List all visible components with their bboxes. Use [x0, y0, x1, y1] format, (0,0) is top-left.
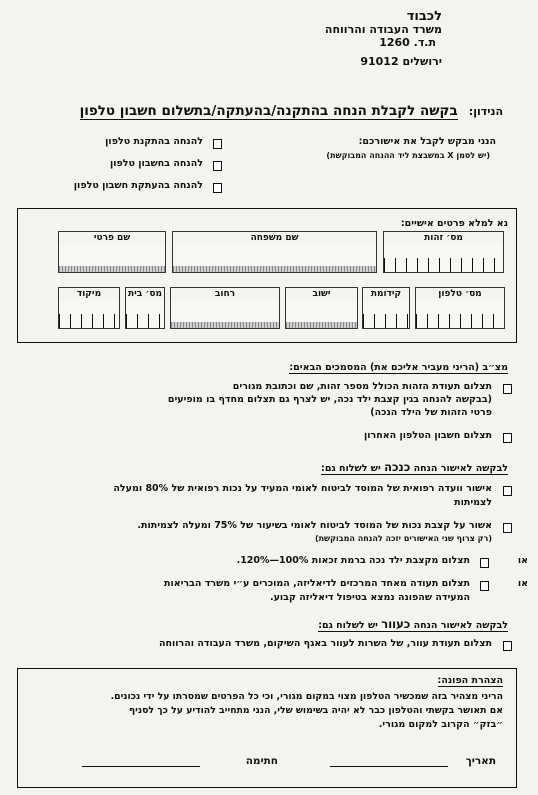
- option-bill-label: להנחה בחשבון טלפון: [109, 158, 203, 169]
- subject-line: [80, 100, 503, 119]
- disabled-header: [321, 460, 508, 475]
- first-name-field[interactable]: [58, 231, 166, 273]
- disability-allowance-checkbox[interactable]: [503, 523, 512, 533]
- phone-number-digit-cells: [416, 314, 504, 328]
- request-line1: הנני מבקש לקבל את אישורכם:: [358, 136, 496, 147]
- address-city: ירושלים 91012: [360, 55, 442, 68]
- phone-number-label: מס׳ טלפון: [416, 289, 504, 299]
- or-label-1: או: [517, 555, 528, 566]
- street-cells: [171, 322, 279, 328]
- subject-text: בקשה לקבלת הנחה בהתקנה/בהעתקה/בתשלום חשבון טלפון: [79, 103, 458, 119]
- blind-header: [318, 617, 508, 632]
- address-office: משרד העבודה והרווחה: [324, 23, 442, 36]
- id-number-digit-cells: [384, 258, 503, 272]
- blind-certificate-checkbox[interactable]: [503, 641, 512, 651]
- house-number-field[interactable]: [125, 287, 165, 329]
- id-number-field[interactable]: [383, 231, 504, 273]
- blind-header-tail: יש לשלוח גם:: [318, 620, 378, 631]
- request-line2: (יש לסמן X במשבצת ליד ההנחה המבוקשת): [326, 151, 490, 160]
- street-field[interactable]: [170, 287, 280, 329]
- option-install-label: להנחה בהתקנת טלפון: [105, 136, 203, 147]
- id-copy-line3: פרטי הזהות של הילד הנכה): [370, 407, 492, 418]
- disability-allowance-line2: (רק צרוף שני האישורים יזכה להנחה המבוקשת): [314, 534, 492, 543]
- personal-details-title: נא למלא פרטים אישיים:: [400, 218, 508, 229]
- id-copy-line2: (בבקשה להנחה בגין קצבת ילד נכה, יש לצרף גם תצלום מחדף בו מופיעים: [167, 394, 492, 405]
- date-label: תאריך: [465, 755, 496, 767]
- zip-code-digit-cells: [59, 314, 119, 328]
- dialysis-line2: המעידה שהפונה נמצא בטיפול דיאליזה קבוע.: [269, 592, 470, 603]
- area-code-digit-cells: [363, 314, 409, 328]
- signature-label: חתימה: [245, 755, 278, 767]
- child-allowance-label: תצלום מקצבת ילד נכה ברמת זכאות 100%—120%.: [236, 555, 470, 566]
- disabled-header-tail: יש לשלוח גם:: [321, 463, 381, 474]
- house-number-label: מס׳ בית: [127, 289, 163, 299]
- area-code-label: קידומת: [363, 289, 409, 299]
- declaration-line2: אם תאושר בקשתי והטלפון כבר לא יהיה בשימוש שלי, הנני מתחייב להודיע על כך לסניף: [128, 705, 503, 716]
- disability-allowance-line1: אשור על קצבת נכות של המוסד לביטוח לאומי בשיעור של 75% ומעלה לצמיתות.: [137, 520, 492, 531]
- dialysis-checkbox[interactable]: [480, 581, 489, 591]
- option-install-checkbox[interactable]: [213, 139, 222, 149]
- blind-header-text: לבקשה לאישור הנחה: [413, 620, 508, 631]
- option-transfer-checkbox[interactable]: [213, 183, 222, 193]
- house-number-digit-cells: [126, 314, 164, 328]
- medical-committee-checkbox[interactable]: [503, 486, 512, 496]
- id-copy-line1: תצלום תעודת הזהות הכולל מספר זהות, שם וכתובת מגורים: [232, 381, 492, 392]
- first-name-label: שם פרטי: [59, 233, 165, 243]
- first-name-cells: [59, 266, 165, 272]
- or-label-2: או: [517, 578, 528, 589]
- subject-label: הנידון:: [468, 105, 503, 118]
- dialysis-line1: תצלום תעודה מאחד המרכזים לדיאליזה, המוכרים ע״י משרד הבריאות: [163, 578, 470, 589]
- last-name-cells: [173, 266, 376, 272]
- last-bill-label: תצלום חשבון הטלפון האחרון: [364, 430, 492, 441]
- last-name-label: שם משפחה: [173, 233, 376, 243]
- area-code-field[interactable]: [362, 287, 410, 329]
- declaration-title: הצהרת הפונה:: [437, 675, 503, 686]
- address-block: [325, 10, 442, 68]
- id-copy-checkbox[interactable]: [503, 384, 512, 394]
- blind-certificate-label: תצלום תעודת עוור, של השרות לעוור באגף השיקום, משרד העבודה והרווחה: [158, 638, 492, 649]
- medical-committee-line2: לצמיתות: [454, 497, 492, 508]
- disabled-header-word: כנכה: [384, 460, 411, 474]
- documents-header: מצ״ב (הריני מעביר אליכם את) המסמכים הבאים:: [289, 362, 508, 373]
- street-label: רחוב: [171, 289, 279, 299]
- declaration-line1: הריני מצהיר בזה שמכשיר הטלפון מצוי במקום מגורי, וכי כל הפרטים שמסרתו על ידי נכונים.: [110, 691, 503, 702]
- declaration-line3: ״בזק״ הקרוב למקום מגורי.: [378, 719, 503, 730]
- disabled-header-text: לבקשה לאישור הנחה: [413, 463, 508, 474]
- child-allowance-checkbox[interactable]: [480, 558, 489, 568]
- last-name-field[interactable]: [172, 231, 377, 273]
- city-label: ישוב: [286, 289, 357, 299]
- address-pobox: ת.ד. 1260: [379, 36, 436, 49]
- option-bill-checkbox[interactable]: [213, 161, 222, 171]
- phone-number-field[interactable]: [415, 287, 505, 329]
- last-bill-checkbox[interactable]: [503, 433, 512, 443]
- date-line[interactable]: [330, 766, 448, 767]
- city-cells: [286, 322, 357, 328]
- option-transfer-label: להנחה בהעתקת חשבון טלפון: [73, 180, 203, 191]
- medical-committee-line1: אישור וועדה רפואית של המוסד לביטוח לאומי המעיד על נכות רפואית של 80% ומעלה: [113, 483, 492, 494]
- blind-header-word: כעוור: [381, 617, 411, 631]
- zip-code-field[interactable]: [58, 287, 120, 329]
- id-number-label: מס׳ זהות: [384, 233, 503, 243]
- zip-code-label: מיקוד: [59, 289, 119, 299]
- city-field[interactable]: [285, 287, 358, 329]
- address-to: לכבוד: [406, 9, 442, 24]
- signature-line[interactable]: [82, 766, 200, 767]
